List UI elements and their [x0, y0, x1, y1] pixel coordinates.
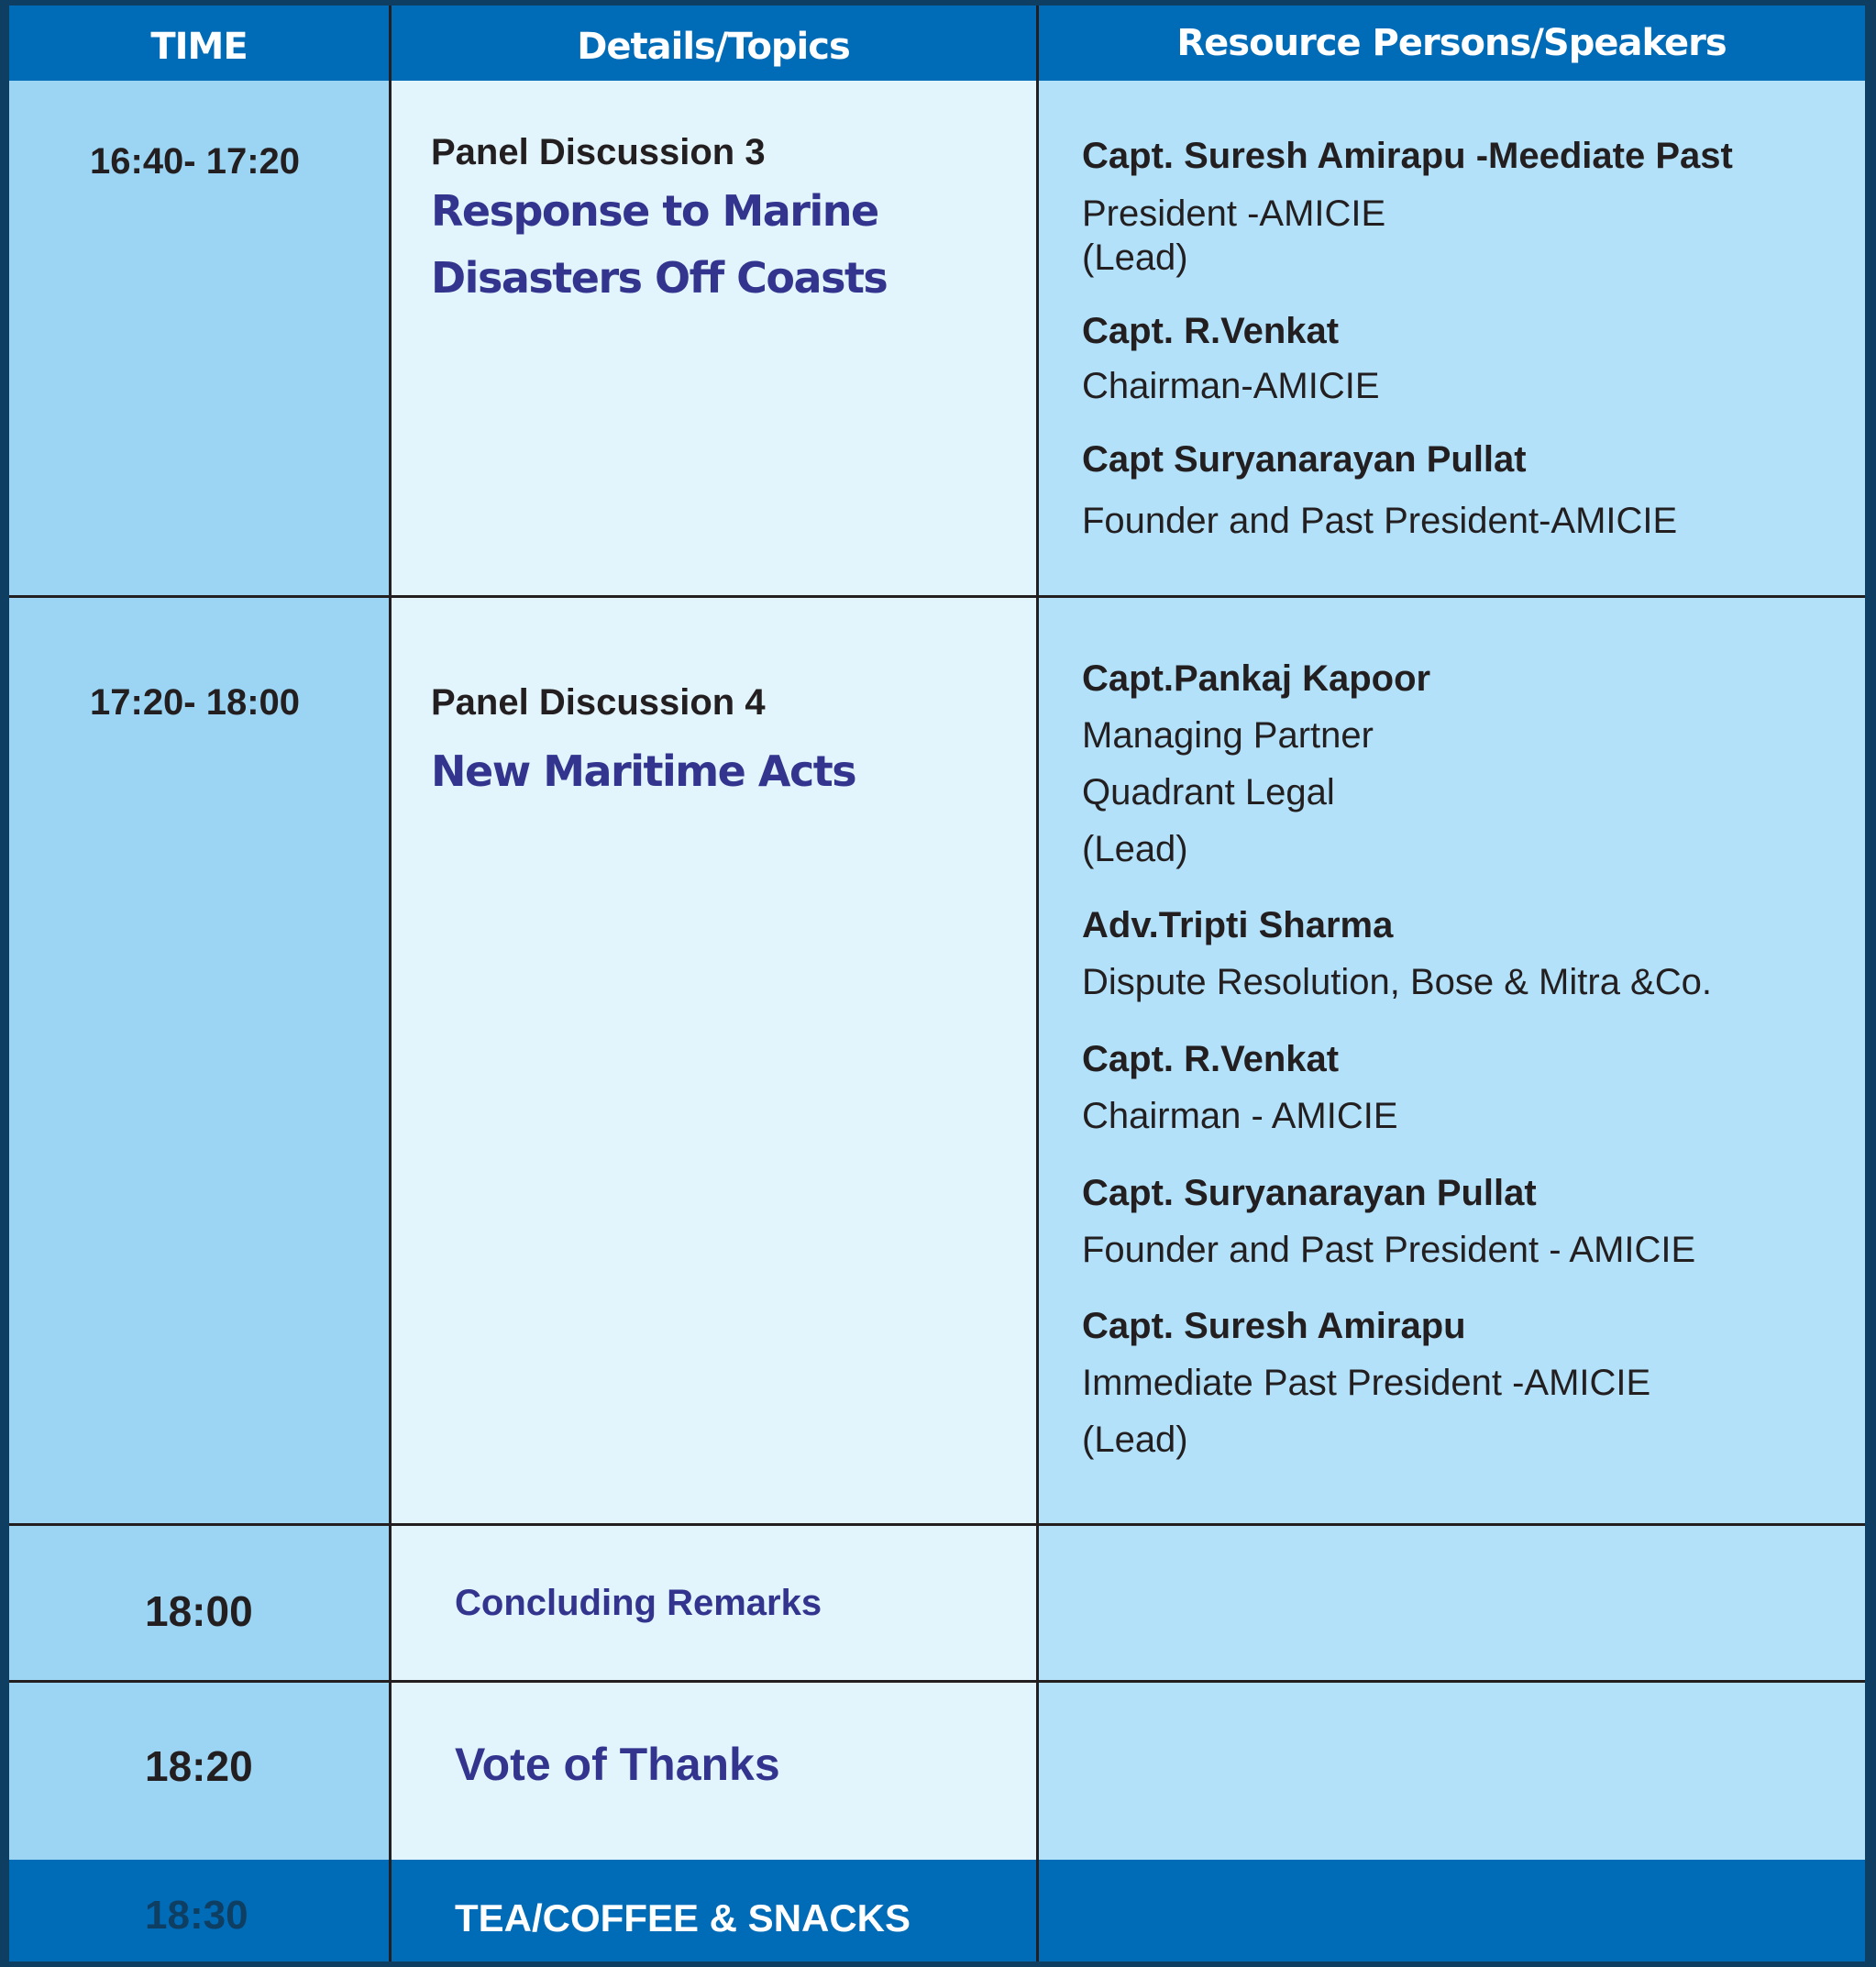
row2-panel-title-line1: New Maritime Acts	[431, 746, 856, 796]
footer-row	[9, 1860, 1865, 1961]
row3-time: 18:00	[145, 1587, 253, 1635]
row1-speaker1-line1: President -AMICIE	[1082, 193, 1386, 234]
row1-speaker2-name: Capt. R.Venkat	[1082, 311, 1340, 351]
row1-speaker2-line1: Chairman-AMICIE	[1082, 366, 1380, 406]
row5-time: 18:30	[145, 1893, 248, 1938]
header-topics	[389, 6, 1038, 81]
row2-speaker4-name: Capt. Suryanarayan Pullat	[1082, 1173, 1537, 1213]
agenda-grid	[9, 6, 1865, 1961]
row3-topic: Concluding Remarks	[455, 1583, 822, 1623]
divider-row1	[9, 595, 1865, 598]
row2-speaker1-line2: Quadrant Legal	[1082, 772, 1335, 812]
row2-speaker1-name: Capt.Pankaj Kapoor	[1082, 658, 1431, 699]
row1-panel-title-line1: Response to Marine	[431, 186, 878, 236]
row5-topic: TEA/COFFEE & SNACKS	[455, 1896, 911, 1939]
row1-speaker1-name: Capt. Suresh Amirapu -Meediate Past	[1082, 136, 1733, 176]
row4-topic: Vote of Thanks	[455, 1739, 780, 1790]
header-topics-label: Details/Topics	[577, 26, 850, 68]
row2-panel-label: Panel Discussion 4	[431, 682, 766, 723]
header-time-label: TIME	[150, 26, 248, 68]
row2-speaker1-line1: Managing Partner	[1082, 715, 1374, 756]
divider-topics	[1036, 6, 1039, 1961]
row1-panel-title-line2: Disasters Off Coasts	[431, 253, 888, 303]
row2-speaker3-name: Capt. R.Venkat	[1082, 1039, 1340, 1079]
row1-time: 16:40- 17:20	[90, 141, 301, 182]
divider-row2	[9, 1523, 1865, 1526]
row1-panel-label: Panel Discussion 3	[431, 132, 766, 172]
row2-speaker1-line3: (Lead)	[1082, 829, 1188, 869]
row2-speaker5-line1: Immediate Past President -AMICIE	[1082, 1363, 1651, 1403]
row2-speaker5-name: Capt. Suresh Amirapu	[1082, 1306, 1466, 1346]
divider-time	[389, 6, 392, 1961]
row1-speaker1-line2: (Lead)	[1082, 238, 1188, 278]
header-time	[9, 6, 389, 81]
row1-speaker3-name: Capt Suryanarayan Pullat	[1082, 439, 1527, 480]
row2-speaker2-name: Adv.Tripti Sharma	[1082, 905, 1394, 945]
row4-time: 18:20	[145, 1742, 253, 1790]
row2-speaker3-line1: Chairman - AMICIE	[1082, 1096, 1398, 1136]
row2-speaker5-line2: (Lead)	[1082, 1420, 1188, 1460]
row2-speaker2-line1: Dispute Resolution, Bose & Mitra &Co.	[1082, 962, 1712, 1002]
row2-speaker4-line1: Founder and Past President - AMICIE	[1082, 1230, 1696, 1270]
header-speakers-label: Resource Persons/Speakers	[1176, 22, 1727, 64]
row2-time: 17:20- 18:00	[90, 682, 301, 723]
header-speakers	[1038, 6, 1865, 81]
divider-row3	[9, 1680, 1865, 1683]
row1-speaker3-line1: Founder and Past President-AMICIE	[1082, 501, 1678, 541]
